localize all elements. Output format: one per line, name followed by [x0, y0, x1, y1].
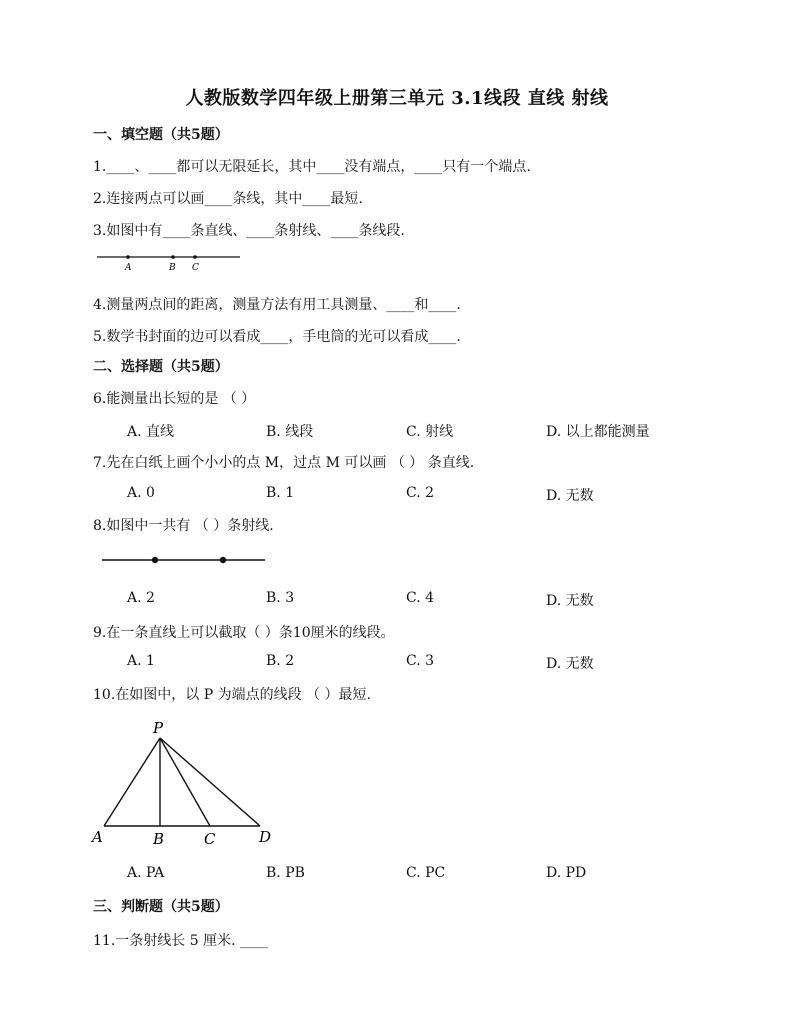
figure-rays [100, 552, 270, 568]
question-9: 9.在一条直线上可以截取（ ）条10厘米的线段。 [93, 625, 395, 641]
q7-option-c: C. 2 [406, 485, 435, 501]
fig10-label-p: P [153, 719, 164, 737]
question-4: 4.测量两点间的距离，测量方法有用工具测量、____和____. [93, 297, 461, 313]
q9-option-c: C. 3 [406, 653, 435, 669]
fig10-segment-pa [104, 738, 160, 826]
q10-option-d: D. PD [546, 865, 587, 881]
question-10: 10.在如图中，以 P 为端点的线段 （ ）最短. [93, 687, 371, 703]
fig10-label-d: D [259, 828, 272, 846]
question-7: 7.先在白纸上画个小小的点 M，过点 M 可以画 （ ） 条直线. [93, 455, 475, 471]
q10-option-b: B. PB [266, 865, 305, 881]
figure-triangle-p [88, 716, 288, 852]
q9-option-b: B. 2 [266, 653, 295, 669]
question-5: 5.数学书封面的边可以看成____，手电筒的光可以看成____. [93, 329, 461, 345]
q6-option-b: B. 线段 [266, 424, 314, 440]
q8-option-b: B. 3 [266, 590, 295, 606]
question-8: 8.如图中一共有 （ ）条射线. [93, 518, 274, 534]
q8-option-c: C. 4 [406, 590, 435, 606]
q10-option-a: A. PA [127, 865, 165, 881]
q6-option-a: A. 直线 [127, 424, 175, 440]
fig8-point-2 [220, 557, 226, 563]
fig3-label-b: B [169, 263, 176, 273]
q9-option-d: D. 无数 [546, 656, 594, 672]
q10-option-c: C. PC [406, 865, 446, 881]
q9-option-a: A. 1 [127, 653, 155, 669]
fig3-point-a [126, 255, 130, 259]
fig10-label-c: C [204, 830, 216, 848]
fig10-segment-pd [160, 738, 260, 826]
section-multiple-choice: 二、选择题（共5题） [93, 359, 229, 375]
question-6: 6.能测量出长短的是 （ ） [93, 391, 256, 407]
section-true-false: 三、判断题（共5题） [93, 899, 229, 915]
fig10-label-a: A [92, 828, 103, 846]
question-11: 11.一条射线长 5 厘米. ____ [93, 933, 268, 949]
fig8-point-1 [152, 557, 158, 563]
q7-option-d: D. 无数 [546, 488, 594, 504]
fig3-label-c: C [192, 263, 199, 273]
q6-option-c: C. 射线 [406, 424, 454, 440]
q7-option-b: B. 1 [266, 485, 295, 501]
q8-option-a: A. 2 [127, 590, 155, 606]
q6-option-d: D. 以上都能测量 [546, 424, 650, 440]
section-fill-in: 一、填空题（共5题） [93, 127, 229, 143]
question-2: 2.连接两点可以画____条线，其中____最短. [93, 191, 363, 207]
fig10-segment-pc [160, 738, 210, 826]
figure-line-abc [95, 250, 245, 274]
fig3-point-c [193, 255, 197, 259]
fig3-label-a: A [125, 263, 132, 273]
fig10-label-b: B [153, 830, 165, 848]
question-1: 1.____、____都可以无限延长，其中____没有端点，____只有一个端点. [93, 159, 531, 175]
q7-option-a: A. 0 [127, 485, 155, 501]
q8-option-d: D. 无数 [546, 593, 594, 609]
fig3-point-b [171, 255, 175, 259]
question-3: 3.如图中有____条直线、____条射线、____条线段. [93, 223, 405, 239]
page-title: 人教版数学四年级上册第三单元 3.1线段 直线 射线 [185, 88, 609, 109]
